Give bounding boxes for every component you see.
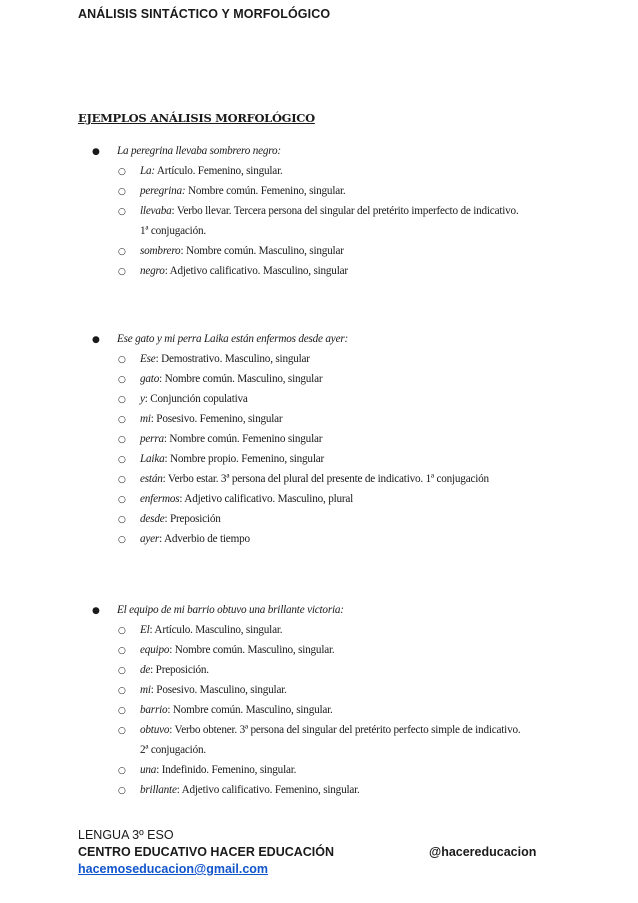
bullet-icon: ● (92, 147, 100, 157)
analyzed-word: La: (140, 165, 155, 177)
analysis-item (140, 724, 520, 736)
analysis-item (140, 624, 282, 636)
sub-bullet-icon: ○ (118, 207, 126, 217)
analyzed-word: gato (140, 373, 160, 385)
analysis-text: : Preposición (164, 513, 221, 525)
analysis-item (140, 205, 519, 217)
example-sentence: El equipo de mi barrio obtuvo una brillante victoria: (117, 604, 344, 616)
analysis-continuation: 1ª conjugación. (140, 225, 206, 237)
analysis-text: : Indefinido. Femenino, singular. (156, 764, 297, 776)
analyzed-word: mi (140, 684, 151, 696)
analyzed-word: están (140, 473, 163, 485)
analysis-text: : Nombre propio. Femenino, singular (164, 453, 325, 465)
analyzed-word: desde (140, 513, 165, 525)
sub-bullet-icon: ○ (118, 666, 126, 676)
analysis-item (140, 165, 283, 177)
sub-bullet-icon: ○ (118, 395, 126, 405)
sub-bullet-icon: ○ (118, 247, 126, 257)
analysis-item (140, 473, 489, 485)
analysis-text: : Verbo obtener. 3ª persona del singular del pretérito perfecto simple de indicativo. (169, 724, 521, 736)
sub-bullet-icon: ○ (118, 455, 126, 465)
sub-bullet-icon: ○ (118, 626, 126, 636)
analysis-text: Nombre común. Femenino, singular. (185, 185, 346, 197)
footer-social-handle: @hacereducacion (429, 845, 537, 859)
analysis-item (140, 764, 296, 776)
sub-bullet-icon: ○ (118, 475, 126, 485)
sub-bullet-icon: ○ (118, 495, 126, 505)
analysis-text: : Posesivo. Femenino, singular (150, 413, 283, 425)
analysis-item (140, 265, 348, 277)
analysis-item (140, 393, 248, 405)
analysis-item (140, 373, 322, 385)
sub-bullet-icon: ○ (118, 726, 126, 736)
analysis-text: : Conjunción copulativa (144, 393, 248, 405)
bullet-icon: ● (92, 606, 100, 616)
analysis-text: : Nombre común. Masculino, singular (159, 373, 323, 385)
footer-course: LENGUA 3º ESO (78, 828, 174, 842)
analysis-item (140, 493, 353, 505)
analyzed-word: brillante (140, 784, 177, 796)
sub-bullet-icon: ○ (118, 706, 126, 716)
bullet-icon: ● (92, 335, 100, 345)
analysis-text: : Nombre común. Femenino singular (163, 433, 323, 445)
analysis-text: : Adjetivo calificativo. Femenino, singular. (176, 784, 360, 796)
analysis-item (140, 433, 322, 445)
analyzed-word: mi (140, 413, 151, 425)
analyzed-word: negro (140, 265, 165, 277)
analysis-text: : Posesivo. Masculino, singular. (150, 684, 287, 696)
analysis-text: : Nombre común. Masculino, singular (180, 245, 344, 257)
analysis-item (140, 664, 209, 676)
analysis-item (140, 513, 221, 525)
footer-center: CENTRO EDUCATIVO HACER EDUCACIÓN (78, 845, 335, 859)
analyzed-word: y (140, 393, 145, 405)
analyzed-word: enfermos (140, 493, 180, 505)
analysis-item (140, 245, 344, 257)
analysis-text: : Adverbio de tiempo (159, 533, 250, 545)
analysis-text: : Artículo. Masculino, singular. (149, 624, 283, 636)
analysis-item (140, 704, 333, 716)
section-title: EJEMPLOS ANÁLISIS MORFOLÓGICO (78, 111, 315, 125)
example-sentence: La peregrina llevaba sombrero negro: (117, 145, 281, 157)
analyzed-word: peregrina: (140, 185, 186, 197)
analysis-continuation: 2ª conjugación. (140, 744, 206, 756)
analysis-item (140, 185, 346, 197)
analyzed-word: Ese (140, 353, 156, 365)
analyzed-word: El (140, 624, 150, 636)
footer-email-link[interactable]: hacemoseducacion@gmail.com (78, 862, 269, 876)
analysis-item (140, 533, 250, 545)
sub-bullet-icon: ○ (118, 355, 126, 365)
sub-bullet-icon: ○ (118, 766, 126, 776)
analysis-item (140, 784, 360, 796)
analyzed-word: Laika (140, 453, 165, 465)
sub-bullet-icon: ○ (118, 375, 126, 385)
analyzed-word: una (140, 764, 157, 776)
analysis-text: : Adjetivo calificativo. Masculino, singular (164, 265, 348, 277)
example-sentence: Ese gato y mi perra Laika están enfermos desde ayer: (117, 333, 349, 345)
analysis-text: : Demostrativo. Masculino, singular (155, 353, 310, 365)
sub-bullet-icon: ○ (118, 786, 126, 796)
analyzed-word: de (140, 664, 151, 676)
analyzed-word: sombrero (140, 245, 181, 257)
analysis-item (140, 684, 287, 696)
analyzed-word: perra (140, 433, 164, 445)
analyzed-word: llevaba (140, 205, 172, 217)
analysis-item (140, 353, 310, 365)
sub-bullet-icon: ○ (118, 686, 126, 696)
analysis-text: : Verbo llevar. Tercera persona del singular del pretérito imperfecto de indicativo. (171, 205, 519, 217)
analysis-item (140, 453, 324, 465)
analyzed-word: equipo (140, 644, 170, 656)
sub-bullet-icon: ○ (118, 646, 126, 656)
sub-bullet-icon: ○ (118, 267, 126, 277)
analysis-text: : Nombre común. Masculino, singular. (167, 704, 333, 716)
sub-bullet-icon: ○ (118, 167, 126, 177)
analyzed-word: obtuvo (140, 724, 170, 736)
sub-bullet-icon: ○ (118, 415, 126, 425)
analyzed-word: barrio (140, 704, 168, 716)
sub-bullet-icon: ○ (118, 515, 126, 525)
analysis-item (140, 413, 282, 425)
analyzed-word: ayer (140, 533, 160, 545)
analysis-text: : Preposición. (150, 664, 209, 676)
page-header-title: ANÁLISIS SINTÁCTICO Y MORFOLÓGICO (78, 7, 331, 21)
sub-bullet-icon: ○ (118, 435, 126, 445)
sub-bullet-icon: ○ (118, 187, 126, 197)
analysis-item (140, 644, 335, 656)
sub-bullet-icon: ○ (118, 535, 126, 545)
analysis-text: : Nombre común. Masculino, singular. (169, 644, 335, 656)
analysis-text: : Adjetivo calificativo. Masculino, plural (179, 493, 354, 505)
analysis-text: Artículo. Femenino, singular. (154, 165, 283, 177)
analysis-text: : Verbo estar. 3ª persona del plural del presente de indicativo. 1ª conjugación (162, 473, 489, 485)
